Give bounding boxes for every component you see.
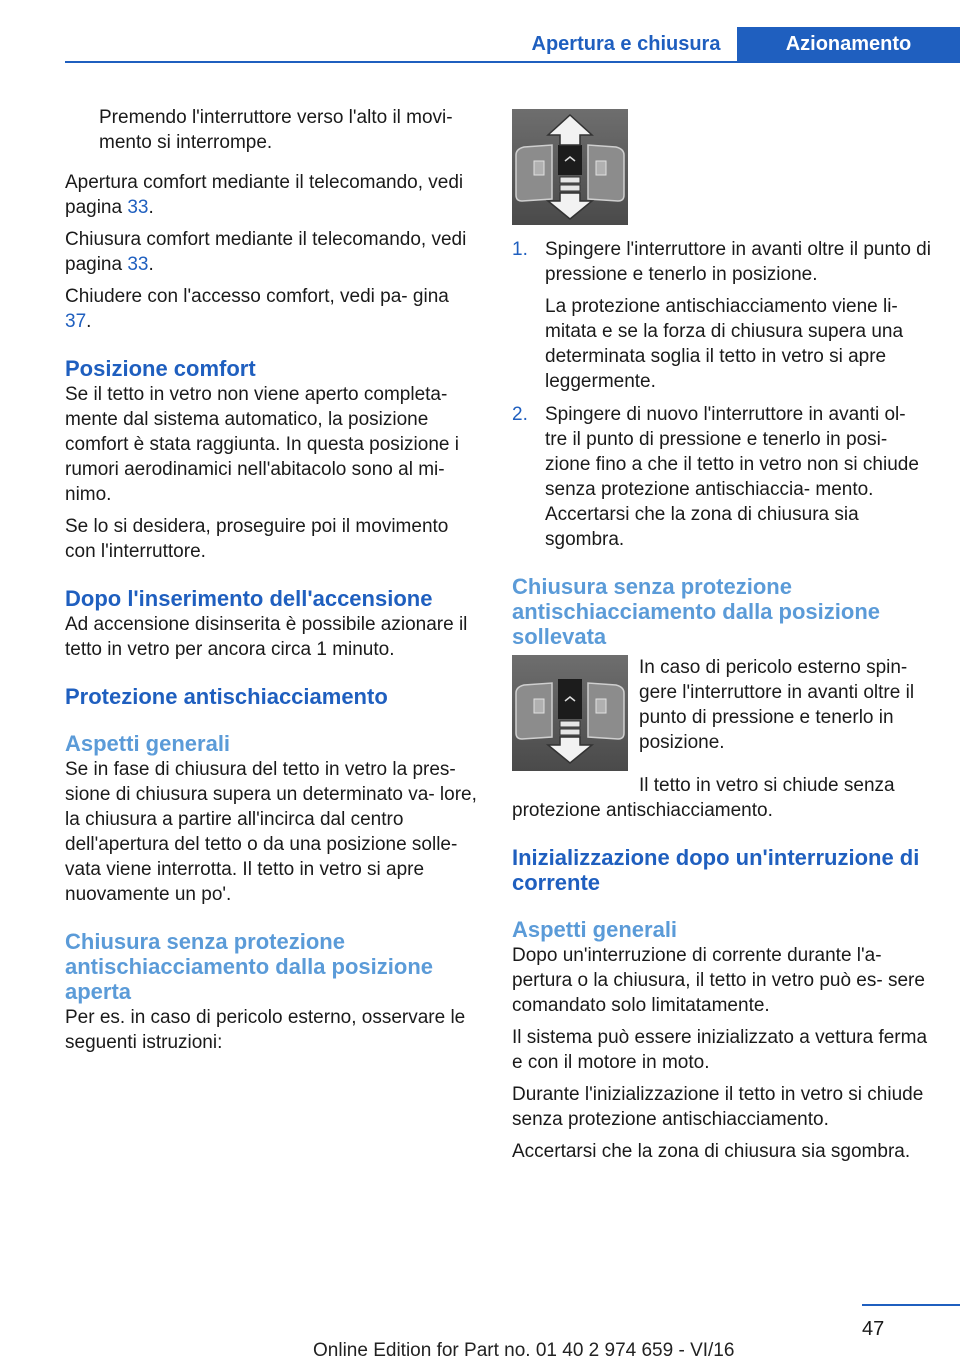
heading-close-from-raised: Chiusura senza protezione antischiacciamento dalla posizione sollevata [512, 574, 880, 649]
open-position-paragraph: Per es. in caso di pericolo esterno, osservare le seguenti istruzioni: [65, 1007, 466, 1053]
page-reference-link[interactable]: 37 [65, 311, 87, 332]
raised-paragraph-1: In caso di pericolo esterno spin‐ gere l'interruttore in avanti oltre il punto di pressione e tenerlo in posizione. [639, 657, 915, 753]
raised-position-text [639, 655, 932, 762]
comfort-paragraph-1: Se il tetto in vetro non viene aperto completa‐ mente dal sistema automatico, la posizione comfort è stata raggiunta. In questa posizione i rumori aerodinamici nell'abitacolo sono al mi‐ nimo. [65, 384, 459, 505]
subheading-general: Aspetti generali [512, 917, 678, 942]
reference-line: Chiudere con l'accesso comfort, vedi pa‐ gina 37. [65, 286, 449, 332]
right-column [512, 105, 932, 1171]
header-rule [65, 61, 960, 63]
header-section-tab: Apertura e chiusura [531, 33, 721, 55]
step-number: 1. [512, 239, 528, 260]
header-chapter-tab: Azionamento [737, 27, 960, 63]
raised-paragraph-2: Il tetto in vetro si chiude senza protezione antischiacciamento. [512, 775, 895, 821]
ignition-paragraph: Ad accensione disinserita è possibile azionare il tetto in vetro per ancora circa 1 minuto. [65, 614, 468, 660]
list-item [512, 402, 932, 552]
heading-comfort-position: Posizione comfort [65, 356, 256, 381]
step-list [512, 237, 932, 552]
protection-paragraph: Se in fase di chiusura del tetto in vetro la pres‐ sione di chiusura supera un determinato va‐ lore, la chiusura a partire all'incirca dal centro dell'apertura del tetto o da una posizione solle‐ vata viene interrotta. Il tetto in vetro si apre nuovamente un po'. [65, 759, 477, 905]
footer-rule [862, 1304, 960, 1306]
subheading-general: Aspetti generali [65, 731, 231, 756]
reference-line: Chiusura comfort mediante il telecomando, vedi pagina 33. [65, 229, 467, 275]
init-paragraph-1: Dopo un'interruzione di corrente durante l'a‐ pertura o la chiusura, il tetto in vetro può es‐ sere comandato solo limitatamente. [512, 945, 925, 1016]
heading-pinch-protection: Protezione antischiacciamento [65, 684, 388, 709]
roof-switch-drawing [512, 109, 628, 225]
heading-initialization: Inizializzazione dopo un'interruzione di corrente [512, 845, 920, 895]
comfort-paragraph-2: Se lo si desidera, proseguire poi il movimento con l'interruttore. [65, 516, 449, 562]
init-paragraph-3: Durante l'inizializzazione il tetto in vetro si chiude senza protezione antischiacciamento. [512, 1084, 924, 1130]
raised-position-block [512, 655, 932, 771]
step-text: Spingere l'interruttore in avanti oltre il punto di pressione e tenerlo in posizione. [545, 239, 931, 285]
roof-switch-icon [512, 655, 628, 771]
page-number: 47 [862, 1318, 885, 1340]
step-text: Spingere di nuovo l'interruttore in avanti ol‐ tre il punto di pressione e tenerlo in posi‐ zione fino a che il tetto in vetro non si chiude senza protezione antischiaccia‐ mento. Accertarsi che la zona di chiusura sia sgombra. [545, 404, 919, 550]
list-item [512, 237, 932, 394]
heading-after-ignition: Dopo l'inserimento dell'accensione [65, 586, 433, 611]
init-paragraph-4: Accertarsi che la zona di chiusura sia sgombra. [512, 1141, 911, 1162]
roof-switch-icon [512, 109, 628, 225]
left-column [65, 105, 480, 1062]
intro-text: Premendo l'interruttore verso l'alto il movi‐ mento si interrompe. [99, 107, 453, 153]
heading-close-from-open: Chiusura senza protezione antischiacciamento dalla posizione aperta [65, 929, 433, 1004]
step-subtext: La protezione antischiacciamento viene li‐ mitata e se la forza di chiusura supera una determinata soglia il tetto in vetro si apre leggermente. [545, 296, 904, 392]
init-paragraph-2: Il sistema può essere inizializzato a vettura ferma e con il motore in moto. [512, 1027, 928, 1073]
footer-edition: Online Edition for Part no. 01 40 2 974 659 - VI/16 [313, 1340, 735, 1361]
roof-switch-drawing [512, 655, 628, 771]
reference-line: Apertura comfort mediante il telecomando, vedi pagina 33. [65, 172, 464, 218]
page-reference-link[interactable]: 33 [127, 254, 149, 275]
step-number: 2. [512, 404, 528, 425]
page-reference-link[interactable]: 33 [127, 197, 149, 218]
